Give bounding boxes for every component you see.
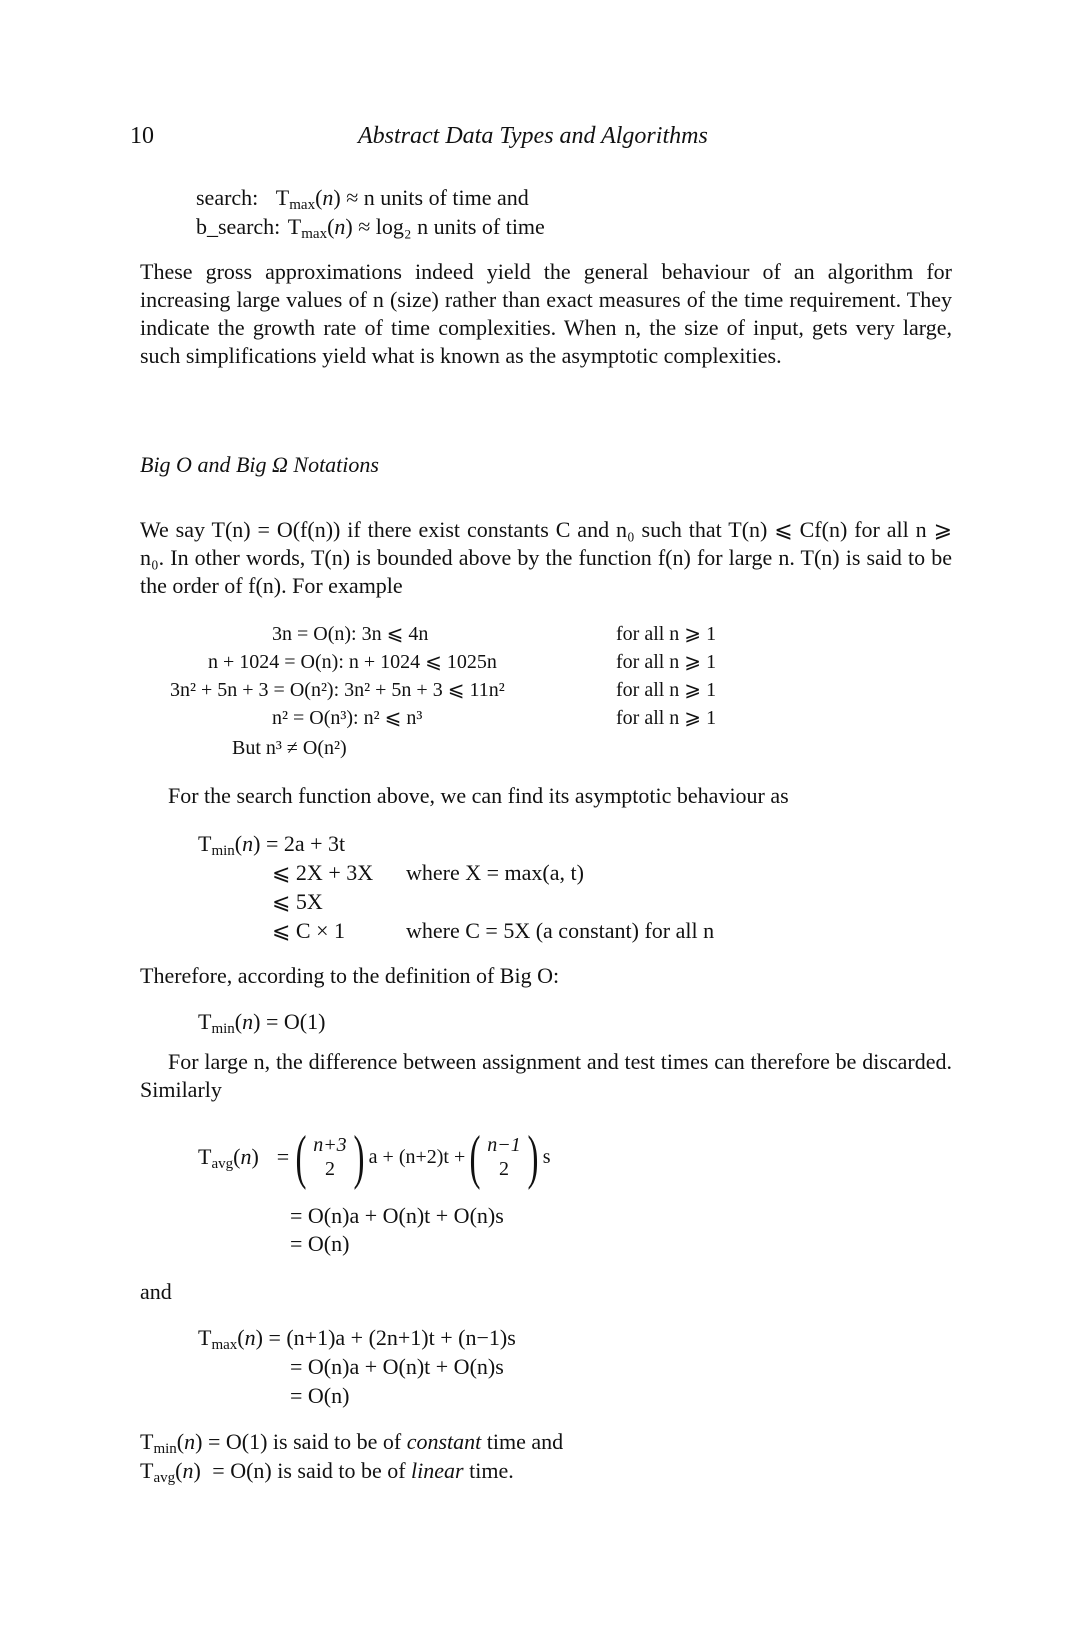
example-1: 3n = O(n): 3n ⩽ 4n [272,623,429,645]
example-4: n² = O(n³): n² ⩽ n³ [272,707,423,729]
label-bsearch: b_search: [196,214,281,239]
word-constant: constant [406,1429,482,1454]
word-linear: linear [411,1458,464,1483]
example-3: 3n² + 5n + 3 = O(n²): 3n² + 5n + 3 ⩽ 11n² [170,679,505,701]
tavg-symbol: $T_{avg}(n)$ [198,1144,259,1172]
example-5: But n³ ≠ O(n²) [232,737,347,759]
closing-line-constant: $T_{min}(n) = O(1)$ is said to be of constant time and [140,1429,564,1457]
and-word: and [140,1279,172,1304]
section-heading: Big O and Big Ω Notations [140,452,379,477]
tmin-symbol: $T_{min}(n)$ [198,831,261,859]
tmax-line-2: = O(n)a + O(n)t + O(n)s [290,1354,504,1379]
tmin-expr-1: = 2a + 3t [265,831,346,856]
tmin-line-3: ⩽ 5X [272,889,323,914]
example-4-cond: for all n ⩾ 1 [616,707,717,729]
paragraph-approximations: These gross approximations indeed yield the general behaviour of an algorithm for increasing large values of n (size) rather than exact measures of the time requirement. They indicate the growth rate of time complexities. When n, the size of input, gets very large, such simplifications yield what is known as the asymptotic complexities. [140,259,952,368]
tmin-line-2-note: where X = max(a, t) [406,860,584,885]
tmax-symbol: $T_{max}(n)$ [275,185,341,213]
tavg-middle: a + (n+2)t + [368,1146,466,1168]
paragraph-definition: We say T(n) = O(f(n)) if there exist constants C and n₀ such that T(n) ⩽ Cf(n) for all n ⩾ n₀. In other words, T(n) is bounded above by the function f(n) for large n. T(n) is said to be the order of f(n). For example [140,517,952,598]
tmax-line-3: = O(n) [290,1383,350,1408]
tmin-result-expr: = O(1) [265,1009,326,1034]
tmax-bsearch-expr: ≈ log₂ n units of time [358,214,545,239]
tmin-result [198,1008,325,1036]
tavg-line-3: = O(n) [290,1231,350,1256]
tavg-line-1: $T_{avg}(n)$ = ( n+3 2 ) a + (n+2)t + ( n−1 2 ) s [198,1124,551,1190]
running-title: Abstract Data Types and Algorithms [358,123,708,149]
tmin-line-4-note: where C = 5X (a constant) for all n [406,918,715,943]
tavg-tail: s [542,1146,551,1168]
fraction-n-plus-3: n+3 2 [313,1134,347,1180]
tmin-line-1 [198,830,345,858]
paragraph-large-n: For large n, the difference between assignment and test times can therefore be discarded. Similarly [140,1049,952,1102]
tavg-line-2: = O(n)a + O(n)t + O(n)s [290,1203,504,1228]
tmax-line-1 [198,1324,516,1352]
example-3-cond: for all n ⩾ 1 [616,679,717,701]
tmin-line-4: ⩽ C × 1 [272,918,346,943]
page-number: 10 [130,123,154,149]
tmax-search-expr: ≈ n units of time and [346,185,529,210]
label-search: search: [196,185,259,210]
example-2: n + 1024 = O(n): n + 1024 ⩽ 1025n [208,651,497,673]
fraction-n-minus-1: n−1 2 [487,1134,521,1180]
example-2-cond: for all n ⩾ 1 [616,651,717,673]
paragraph-therefore: Therefore, according to the definition of Big O: [140,963,560,988]
tmax-search-line [196,184,529,212]
paragraph-search: For the search function above, we can find its asymptotic behaviour as [168,783,789,808]
example-1-cond: for all n ⩾ 1 [616,623,717,645]
tmax-expr-1: = (n+1)a + (2n+1)t + (n−1)s [268,1325,516,1350]
tmax-symbol: $T_{max}(n)$ [287,214,353,242]
tmax-symbol: $T_{max}(n)$ [198,1325,263,1353]
tmin-symbol: $T_{min}(n)$ [198,1009,261,1037]
closing-line-linear: $T_{avg}(n) = O(n)$ is said to be of linear time. [140,1458,514,1486]
tmin-line-2: ⩽ 2X + 3X [272,860,374,885]
tavg-symbol: $T_{avg}(n)$ [140,1458,201,1486]
tmax-bsearch-line [196,213,545,241]
tmin-symbol: $T_{min}(n)$ [140,1429,203,1457]
